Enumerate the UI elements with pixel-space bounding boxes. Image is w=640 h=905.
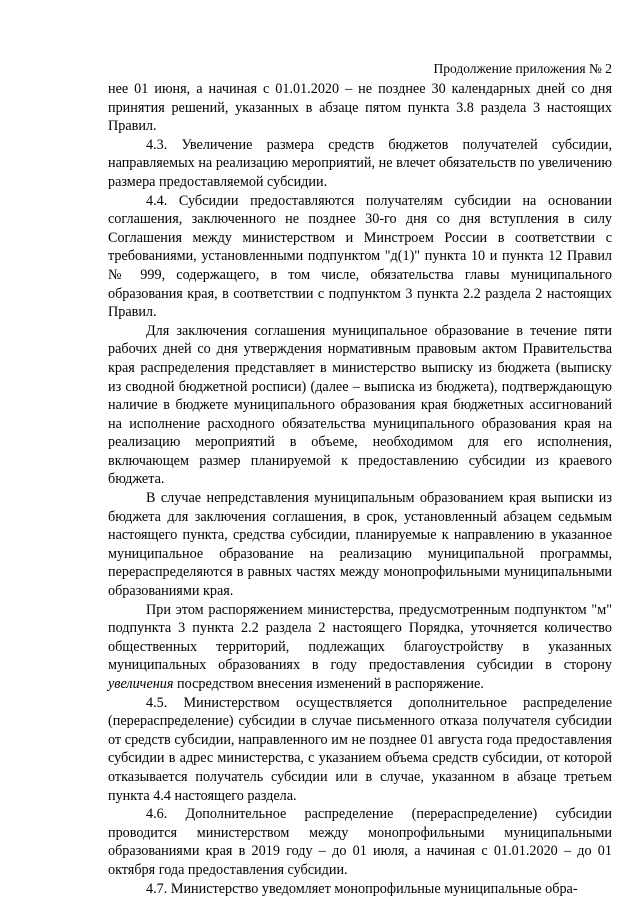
paragraph-4-3: 4.3. Увеличение размера средств бюджетов получателей субсидии, направляемых на реализацию мероприятий, не влечет обязательств по увеличению размера предоставляемой субсидии.: [108, 136, 612, 190]
italic-word: увеличения: [108, 676, 174, 692]
paragraph-order-text-1: При этом распоряжением министерства, предусмотренным подпунктом "м" подпункта 3 пункта 2.2 раздела 2 настоящего Порядка, уточняется количество общественных территорий, подлежащих благоустройству в указанных муниципальных образованиях в году предоставления субсидии в сторону: [108, 601, 612, 674]
paragraph-4-5: 4.5. Министерством осуществляется дополнительное распределение (перераспределение) субсидии в случае письменного отказа получателя субсидии от средств субсидии, направленного им не позднее 01 августа года предоставления субсидии в адрес министерства, с указанием объема средств субсидии, от которой отказывается получатель субсидии или в случае, указанном в абзаце третьем пункта 4.4 настоящего раздела.: [108, 694, 612, 804]
paragraph-4-7: 4.7. Министерство уведомляет монопрофильные муниципальные обра-: [146, 880, 578, 897]
paragraph-continuation: нее 01 июня, а начиная с 01.01.2020 – не позднее 30 календарных дней со дня принятия решений, указанных в абзаце пятом пункта 3.8 раздела 3 настоящих Правил.: [108, 81, 612, 135]
page-header: Продолжение приложения № 2: [433, 61, 612, 76]
paragraph-4-4: 4.4. Субсидии предоставляются получателям субсидии на основании соглашения, заключенного не позднее 30-го дня со дня вступления в силу Соглашения между министерством и Минстроем России в соответствии с требованиями, установленными подпунктом "д(1)" пункта 10 и пункта 12 Правил № 999, содержащего, в том числе, обязательства главы муниципального образования края, в соответствии с подпунктом 3 пункта 2.2 раздела 2 настоящих Правил.: [108, 192, 612, 321]
paragraph-non-submission: В случае непредставления муниципальным образованием края выписки из бюджета для заключения соглашения, в срок, установленный абзацем седьмым настоящего пункта, средства субсидии, планируемые к направлению в указанное муниципальное образование на реализацию муниципальной программы, перераспределяются в равных частях между монопрофильными муниципальными образованиями края.: [108, 490, 612, 600]
paragraph-order: [108, 601, 612, 694]
paragraph-agreement: Для заключения соглашения муниципальное образование в течение пяти рабочих дней со дня утверждения нормативным правовым актом Правительства края распределения представляет в министерство выписку из бюджета (выписку из сводной бюджетной росписи) (далее – выписка из бюджета), подтверждающую наличие в бюджете муниципального образования края бюджетных ассигнований на исполнение расходного обязательства муниципального образования края на реализацию мероприятий в объеме, необходимом для его исполнения, включающем размер планируемой к предоставлению субсидии из краевого бюджета.: [108, 322, 612, 488]
document-body: [108, 80, 612, 898]
paragraph-4-6: 4.6. Дополнительное распределение (перераспределение) субсидии проводится министерством между монопрофильными муниципальными образованиями края в 2019 году – до 01 июля, а начиная с 01.01.2020 – до 01 октября года предоставления субсидии.: [108, 806, 612, 878]
paragraph-order-text-2: посредством внесения изменений в распоряжение.: [173, 676, 484, 692]
